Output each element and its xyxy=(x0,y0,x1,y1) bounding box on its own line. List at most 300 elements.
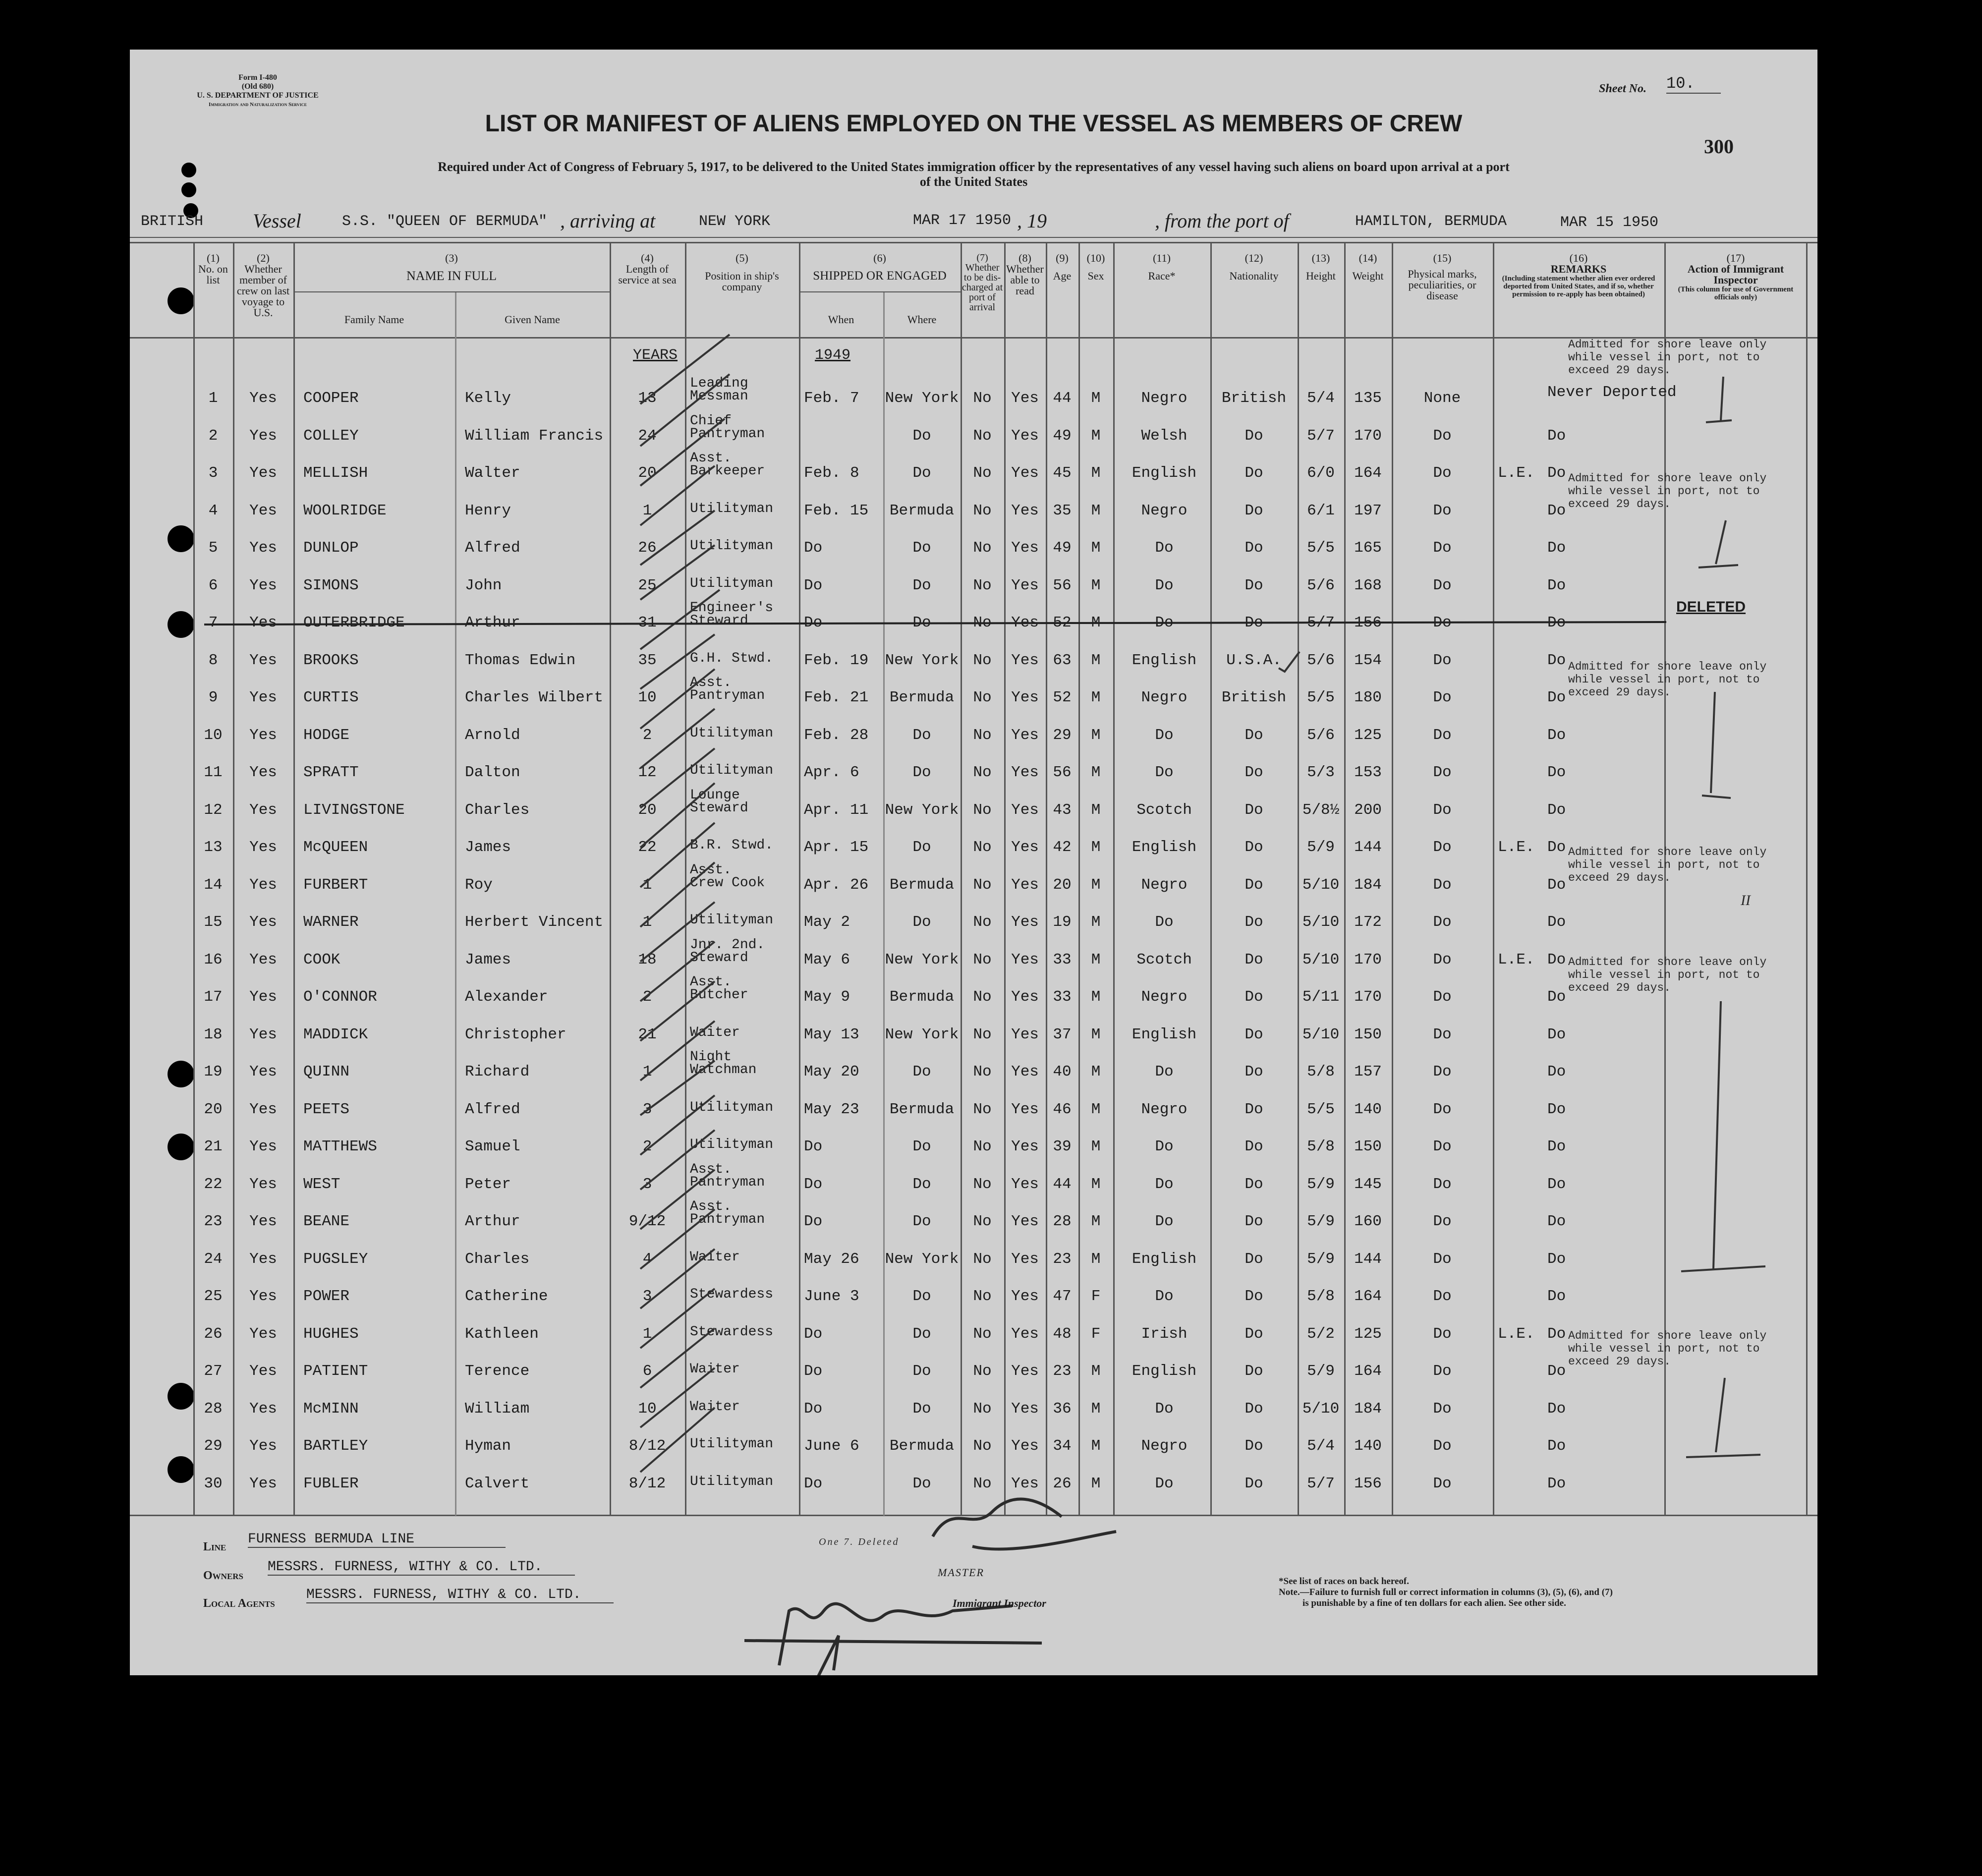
sex: M xyxy=(1091,913,1101,931)
race: Scotch xyxy=(1136,801,1192,819)
physical-marks: Do xyxy=(1433,1400,1452,1418)
family-name: CURTIS xyxy=(303,689,359,706)
shipped-where: Do xyxy=(912,576,931,594)
remarks: Do xyxy=(1547,1175,1566,1193)
shore-leave-stamp: Admitted for shore leave only while vessel in port, not to exceed 29 days. xyxy=(1568,1329,1767,1368)
age: 23 xyxy=(1053,1250,1072,1268)
header-col-9: (9) Age xyxy=(1053,252,1072,282)
race: English xyxy=(1132,651,1197,669)
shipped-where: New York xyxy=(885,651,959,669)
discharged: No xyxy=(973,427,992,445)
position-line-2: Pantryman xyxy=(690,426,765,442)
discharged: No xyxy=(973,1175,992,1193)
able-to-read: Yes xyxy=(1011,876,1039,894)
given-name: Peter xyxy=(465,1175,511,1193)
family-name: HUGHES xyxy=(303,1325,359,1343)
shipped-where: Do xyxy=(912,1288,931,1305)
row-number: 4 xyxy=(208,502,218,519)
crew-member: Yes xyxy=(249,1363,277,1380)
service-length: 21 xyxy=(638,1025,657,1043)
owners-label: Owners xyxy=(203,1569,244,1582)
shipped-when: May 6 xyxy=(804,951,850,968)
crew-member: Yes xyxy=(249,1288,277,1305)
position-line-2: B.R. Stwd. xyxy=(690,838,774,853)
height: 5/7 xyxy=(1307,427,1335,445)
nationality: Do xyxy=(1245,1175,1263,1193)
family-name: MATTHEWS xyxy=(303,1138,377,1155)
shipped-where: Bermuda xyxy=(889,1437,955,1455)
physical-marks: Do xyxy=(1433,913,1452,931)
family-name: O'CONNOR xyxy=(303,988,377,1006)
header-col-5: (5) Position in ship's company xyxy=(705,252,779,293)
age: 52 xyxy=(1053,689,1072,706)
sex: M xyxy=(1091,1400,1101,1418)
race: Irish xyxy=(1141,1325,1188,1343)
discharged: No xyxy=(973,1288,992,1305)
able-to-read: Yes xyxy=(1011,839,1039,856)
sheet-number: 10. xyxy=(1666,74,1721,94)
age: 46 xyxy=(1053,1100,1072,1118)
shipped-when: Apr. 11 xyxy=(804,801,869,819)
sex: F xyxy=(1091,1288,1101,1305)
discharged: No xyxy=(973,464,992,482)
remarks: Do xyxy=(1547,689,1566,706)
sex: M xyxy=(1091,1363,1101,1380)
age: 29 xyxy=(1053,726,1072,744)
able-to-read: Yes xyxy=(1011,1475,1039,1492)
row-number: 25 xyxy=(204,1288,223,1305)
physical-marks: Do xyxy=(1433,502,1452,519)
race: English xyxy=(1132,839,1197,856)
service-length: 2 xyxy=(642,1138,652,1155)
physical-marks: Do xyxy=(1433,839,1452,856)
height: 5/10 xyxy=(1302,913,1340,931)
le-mark: L.E. xyxy=(1498,1325,1535,1343)
line-value: FURNESS BERMUDA LINE xyxy=(248,1532,506,1548)
shipped-where: New York xyxy=(885,951,959,968)
sex: F xyxy=(1091,1325,1101,1343)
race: English xyxy=(1132,1363,1197,1380)
family-name: PATIENT xyxy=(303,1363,368,1380)
family-name: MADDICK xyxy=(303,1025,368,1043)
family-name: HODGE xyxy=(303,726,350,744)
physical-marks: Do xyxy=(1433,1025,1452,1043)
shipped-when: Feb. 19 xyxy=(804,651,869,669)
family-name: FURBERT xyxy=(303,876,368,894)
remarks: Do xyxy=(1547,839,1566,856)
discharged: No xyxy=(973,689,992,706)
family-name: DUNLOP xyxy=(303,539,359,557)
family-name: BROOKS xyxy=(303,651,359,669)
remarks: Do xyxy=(1547,427,1566,445)
nationality: Do xyxy=(1245,1138,1263,1155)
family-name: COLLEY xyxy=(303,427,359,445)
race: Negro xyxy=(1141,988,1188,1006)
physical-marks: Do xyxy=(1433,1363,1452,1380)
service-length: 9/12 xyxy=(628,1213,666,1230)
given-name: Samuel xyxy=(465,1138,520,1155)
shipped-where: Do xyxy=(912,839,931,856)
service-length: 1 xyxy=(642,913,652,931)
row-number: 5 xyxy=(208,539,218,557)
shore-leave-stamp: Admitted for shore leave only while vessel in port, not to exceed 29 days. xyxy=(1568,956,1767,994)
weight: 125 xyxy=(1354,726,1382,744)
service-length: 24 xyxy=(638,427,657,445)
service-length: 35 xyxy=(638,651,657,669)
service-length: 1 xyxy=(642,502,652,519)
able-to-read: Yes xyxy=(1011,502,1039,519)
weight: 184 xyxy=(1354,1400,1382,1418)
able-to-read: Yes xyxy=(1011,726,1039,744)
shipped-when: Apr. 6 xyxy=(804,764,859,781)
given-name: Christopher xyxy=(465,1025,566,1043)
row-number: 17 xyxy=(204,988,223,1006)
remarks: Do xyxy=(1547,1437,1566,1455)
race: Do xyxy=(1155,726,1174,744)
vessel-name: S.S. "QUEEN OF BERMUDA" xyxy=(342,213,548,230)
given-name: Arnold xyxy=(465,726,520,744)
physical-marks: Do xyxy=(1433,1475,1452,1492)
race: Do xyxy=(1155,764,1174,781)
check-mark xyxy=(640,335,730,404)
given-name: Calvert xyxy=(465,1475,530,1492)
position-line-1: Leading xyxy=(690,376,748,391)
position-line-2: Barkeeper xyxy=(690,463,765,479)
family-name: LIVINGSTONE xyxy=(303,801,405,819)
discharged: No xyxy=(973,614,992,631)
shipped-where: Do xyxy=(912,1400,931,1418)
able-to-read: Yes xyxy=(1011,913,1039,931)
height: 5/9 xyxy=(1307,1175,1335,1193)
discharged: No xyxy=(973,764,992,781)
height: 5/6 xyxy=(1307,726,1335,744)
sex: M xyxy=(1091,1138,1101,1155)
age: 52 xyxy=(1053,614,1072,631)
position-line-2: Steward xyxy=(690,800,748,816)
age: 44 xyxy=(1053,390,1072,407)
shipped-when: Do xyxy=(804,1475,823,1492)
family-name: SIMONS xyxy=(303,576,359,594)
service-length: 20 xyxy=(638,801,657,819)
row-number: 7 xyxy=(208,614,218,631)
shipped-when: May 2 xyxy=(804,913,850,931)
shipped-when: June 3 xyxy=(804,1288,859,1305)
nationality: Do xyxy=(1245,614,1263,631)
service-length: 31 xyxy=(638,614,657,631)
physical-marks: Do xyxy=(1433,427,1452,445)
service-length: 8/12 xyxy=(628,1475,666,1492)
shipped-where: Do xyxy=(912,539,931,557)
height: 5/6 xyxy=(1307,651,1335,669)
age: 49 xyxy=(1053,427,1072,445)
shipped-where: Bermuda xyxy=(889,988,955,1006)
service-length: 3 xyxy=(642,1175,652,1193)
nationality: Do xyxy=(1245,913,1263,931)
row-number: 28 xyxy=(204,1400,223,1418)
position-line-2: Steward xyxy=(690,950,748,966)
shipped-when: Do xyxy=(804,614,823,631)
given-name: James xyxy=(465,839,511,856)
position-line-2: Crew Cook xyxy=(690,875,765,891)
nationality: Do xyxy=(1245,1100,1263,1118)
race: Negro xyxy=(1141,876,1188,894)
crew-member: Yes xyxy=(249,689,277,706)
position-line-1: Asst. xyxy=(690,1199,732,1214)
able-to-read: Yes xyxy=(1011,1025,1039,1043)
physical-marks: Do xyxy=(1433,951,1452,968)
row-number: 20 xyxy=(204,1100,223,1118)
remarks: Do xyxy=(1547,1213,1566,1230)
row-number: 16 xyxy=(204,951,223,968)
nationality: Do xyxy=(1245,1288,1263,1305)
physical-marks: Do xyxy=(1433,988,1452,1006)
shipped-where: Bermuda xyxy=(889,689,955,706)
shore-leave-stamp: Admitted for shore leave only while vessel in port, not to exceed 29 days. xyxy=(1568,472,1767,511)
position-line-1: Chief xyxy=(690,413,732,429)
race: Do xyxy=(1155,1138,1174,1155)
crew-member: Yes xyxy=(249,1400,277,1418)
nationality: Do xyxy=(1245,1025,1263,1043)
service-length: 2 xyxy=(642,726,652,744)
weight: 197 xyxy=(1354,502,1382,519)
header-col-8: (8) Whether able to read xyxy=(1006,252,1044,297)
remarks: Do xyxy=(1547,726,1566,744)
year-label: , 19 xyxy=(1017,210,1047,232)
weight: 144 xyxy=(1354,1250,1382,1268)
service-length: 13 xyxy=(638,390,657,407)
fine-note-cont: is punishable by a fine of ten dollars for each alien. See other side. xyxy=(1302,1598,1566,1608)
discharged: No xyxy=(973,951,992,968)
discharged: No xyxy=(973,1363,992,1380)
height: 5/3 xyxy=(1307,764,1335,781)
shipped-where: Do xyxy=(912,427,931,445)
fine-note: Note.—Failure to furnish full or correct information in columns (3), (5), (6), and (7) xyxy=(1279,1587,1613,1597)
position-line-2: Waiter xyxy=(690,1399,740,1415)
age: 44 xyxy=(1053,1175,1072,1193)
race: English xyxy=(1132,464,1197,482)
race: Do xyxy=(1155,1288,1174,1305)
weight: 164 xyxy=(1354,464,1382,482)
remarks: Do xyxy=(1547,988,1566,1006)
crew-member: Yes xyxy=(249,614,277,631)
service-unit: YEARS xyxy=(633,347,678,364)
page-title: LIST OR MANIFEST OF ALIENS EMPLOYED ON THE VESSEL AS MEMBERS OF CREW xyxy=(485,111,1463,137)
row-number: 10 xyxy=(204,726,223,744)
position-line-1: Night xyxy=(690,1049,732,1065)
physical-marks: Do xyxy=(1433,876,1452,894)
physical-marks: Do xyxy=(1433,1175,1452,1193)
given-name: John xyxy=(465,576,502,594)
weight: 165 xyxy=(1354,539,1382,557)
sex: M xyxy=(1091,726,1101,744)
shipped-where: Bermuda xyxy=(889,1100,955,1118)
row-number: 15 xyxy=(204,913,223,931)
remarks: Do xyxy=(1547,1325,1566,1343)
handwritten-marks xyxy=(130,50,1817,1675)
row-number: 27 xyxy=(204,1363,223,1380)
physical-marks: Do xyxy=(1433,1138,1452,1155)
shipped-where: Do xyxy=(912,726,931,744)
inspector-strokes xyxy=(1681,377,1765,1457)
discharged: No xyxy=(973,1025,992,1043)
race: Do xyxy=(1155,1063,1174,1080)
position-line-2: Utilityman xyxy=(690,1099,774,1115)
discharged: No xyxy=(973,502,992,519)
shore-leave-stamp: Admitted for shore leave only while vessel in port, not to exceed 29 days. xyxy=(1568,846,1767,884)
nationality: Do xyxy=(1245,1400,1263,1418)
sex: M xyxy=(1091,1100,1101,1118)
able-to-read: Yes xyxy=(1011,1100,1039,1118)
service-length: 25 xyxy=(638,576,657,594)
position-line-2: Stewardess xyxy=(690,1287,774,1302)
discharged: No xyxy=(973,913,992,931)
given-name: Charles Wilbert xyxy=(465,689,604,706)
physical-marks: Do xyxy=(1433,539,1452,557)
race: English xyxy=(1132,1250,1197,1268)
race: Do xyxy=(1155,576,1174,594)
sex: M xyxy=(1091,1213,1101,1230)
height: 5/8 xyxy=(1307,1288,1335,1305)
sex: M xyxy=(1091,988,1101,1006)
arrival-port: NEW YORK xyxy=(699,213,771,230)
subtitle-line-2: of the United States xyxy=(919,174,1028,189)
sex: M xyxy=(1091,801,1101,819)
able-to-read: Yes xyxy=(1011,539,1039,557)
crew-member: Yes xyxy=(249,1325,277,1343)
sex: M xyxy=(1091,1250,1101,1268)
nationality: Do xyxy=(1245,988,1263,1006)
crew-member: Yes xyxy=(249,913,277,931)
position-line-1: Asst. xyxy=(690,675,732,690)
physical-marks: Do xyxy=(1433,614,1452,631)
row-number: 13 xyxy=(204,839,223,856)
able-to-read: Yes xyxy=(1011,764,1039,781)
deletion-note: One 7. Deleted xyxy=(819,1536,900,1547)
header-family-name: Family Name xyxy=(344,313,404,326)
position-line-1: Asst. xyxy=(690,974,732,990)
able-to-read: Yes xyxy=(1011,801,1039,819)
family-name: COOPER xyxy=(303,390,359,407)
form-number: Form I-480 xyxy=(238,73,277,82)
physical-marks: Do xyxy=(1433,1288,1452,1305)
shipped-where: New York xyxy=(885,801,959,819)
service-length: 6 xyxy=(642,1363,652,1380)
shipped-where: Do xyxy=(912,1363,931,1380)
sex: M xyxy=(1091,951,1101,968)
shipped-when: May 9 xyxy=(804,988,850,1006)
age: 48 xyxy=(1053,1325,1072,1343)
physical-marks: Do xyxy=(1433,1437,1452,1455)
service-length: 4 xyxy=(642,1250,652,1268)
age: 42 xyxy=(1053,839,1072,856)
position-line-2: G.H. Stwd. xyxy=(690,650,774,666)
family-name: WOOLRIDGE xyxy=(303,502,387,519)
able-to-read: Yes xyxy=(1011,1063,1039,1080)
position-line-2: Watchman xyxy=(690,1062,757,1078)
row-number: 3 xyxy=(208,464,218,482)
footer-notes xyxy=(1279,1576,1613,1609)
remarks: Do xyxy=(1547,1138,1566,1155)
header-given-name: Given Name xyxy=(505,313,560,326)
row-number: 11 xyxy=(204,764,223,781)
age: 56 xyxy=(1053,576,1072,594)
sex: M xyxy=(1091,764,1101,781)
remarks: Do xyxy=(1547,539,1566,557)
physical-marks: Do xyxy=(1433,651,1452,669)
race: Do xyxy=(1155,913,1174,931)
weight: 156 xyxy=(1354,1475,1382,1492)
position-line-2: Utilityman xyxy=(690,538,774,554)
nationality: Do xyxy=(1245,427,1263,445)
given-name: Terence xyxy=(465,1363,530,1380)
crew-member: Yes xyxy=(249,651,277,669)
family-name: COOK xyxy=(303,951,340,968)
nationality: Do xyxy=(1245,576,1263,594)
discharged: No xyxy=(973,876,992,894)
sex: M xyxy=(1091,390,1101,407)
nationality: Do xyxy=(1245,502,1263,519)
remarks: Do xyxy=(1547,801,1566,819)
departure-port: HAMILTON, BERMUDA xyxy=(1355,213,1507,230)
vessel-flag: BRITISH xyxy=(141,213,204,230)
nationality: Do xyxy=(1245,1363,1263,1380)
physical-marks: Do xyxy=(1433,801,1452,819)
given-name: William Francis xyxy=(465,427,604,445)
age: 28 xyxy=(1053,1213,1072,1230)
family-name: BEANE xyxy=(303,1213,350,1230)
remarks: Do xyxy=(1547,1025,1566,1043)
discharged: No xyxy=(973,801,992,819)
family-name: SPRATT xyxy=(303,764,359,781)
crew-member: Yes xyxy=(249,1063,277,1080)
age: 20 xyxy=(1053,876,1072,894)
shipped-where: Do xyxy=(912,913,931,931)
height: 6/0 xyxy=(1307,464,1335,482)
owners-value: MESSRS. FURNESS, WITHY & CO. LTD. xyxy=(268,1559,575,1576)
position-line-2: Butcher xyxy=(690,987,748,1003)
nationality: Do xyxy=(1245,1213,1263,1230)
shipped-when: Do xyxy=(804,1363,823,1380)
physical-marks: Do xyxy=(1433,1100,1452,1118)
discharged: No xyxy=(973,1325,992,1343)
race: Welsh xyxy=(1141,427,1188,445)
race: Scotch xyxy=(1136,951,1192,968)
position-line-2: Pantryman xyxy=(690,688,765,703)
able-to-read: Yes xyxy=(1011,651,1039,669)
shipped-where: Do xyxy=(912,1175,931,1193)
nationality: Do xyxy=(1245,726,1263,744)
given-name: Hyman xyxy=(465,1437,511,1455)
manifest-sheet xyxy=(130,50,1817,1675)
service-length: 10 xyxy=(638,689,657,706)
able-to-read: Yes xyxy=(1011,1363,1039,1380)
shipped-when: Feb. 21 xyxy=(804,689,869,706)
height: 5/9 xyxy=(1307,1363,1335,1380)
physical-marks: Do xyxy=(1433,1063,1452,1080)
shipped-where: New York xyxy=(885,1250,959,1268)
weight: 170 xyxy=(1354,951,1382,968)
weight: 154 xyxy=(1354,651,1382,669)
given-name: Walter xyxy=(465,464,520,482)
crew-member: Yes xyxy=(249,576,277,594)
remarks: Never Deported xyxy=(1547,384,1677,401)
given-name: Dalton xyxy=(465,764,520,781)
weight: 156 xyxy=(1354,614,1382,631)
shipped-where: Do xyxy=(912,1138,931,1155)
given-name: Kathleen xyxy=(465,1325,539,1343)
race: Do xyxy=(1155,1213,1174,1230)
height: 5/10 xyxy=(1302,876,1340,894)
